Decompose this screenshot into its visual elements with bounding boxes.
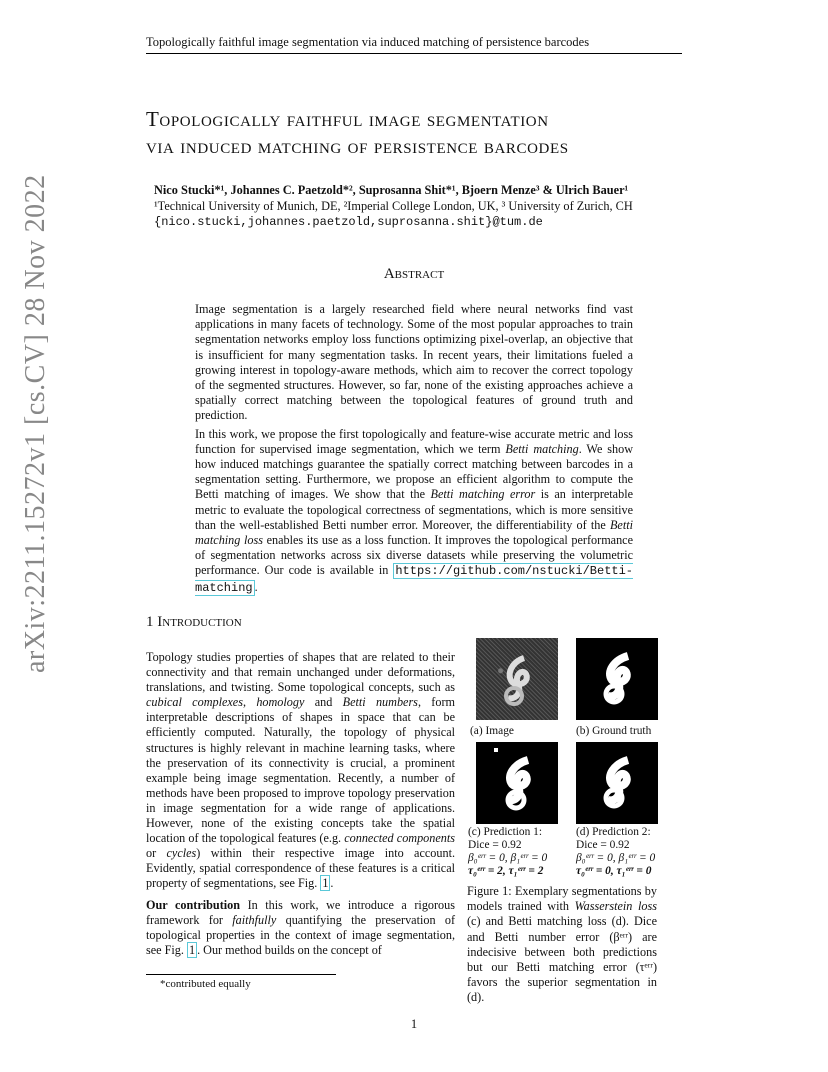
figure-image-prediction-1 <box>476 742 558 824</box>
section-heading-introduction: 1 Introduction <box>146 614 242 630</box>
intro-paragraph-2: Our contribution In this work, we introduce a rigorous framework for faithfully quantifying the preservation of topological properties in the context of image segmentation, see Fig. 1 . Our method builds on the concept of <box>146 897 455 957</box>
running-header: Topologically faithful image segmentation via induced matching of persistence barcodes <box>146 35 682 54</box>
introduction-text <box>146 650 455 964</box>
figure-caption: Figure 1: Exemplary segmentations by models trained with Wasserstein loss (c) and Betti matching loss (d). Dice and Betti number error (βᵉʳʳ) are indecisive between both predictions but our Betti matching error (τᵉʳʳ) favors the superior segmentation in (d). <box>467 884 657 1005</box>
arxiv-stamp: arXiv:2211.15272v1 [cs.CV] 28 Nov 2022 <box>20 174 51 673</box>
subcaption-c: (c) Prediction 1: Dice = 0.92 β₀ᵉʳʳ = 0, β₁ᵉʳʳ = 0 τ₀ᵉʳʳ = 2, τ₁ᵉʳʳ = 2 <box>468 826 548 877</box>
abstract-heading: Abstract <box>383 266 445 282</box>
abstract-paragraph-2: In this work, we propose the first topologically and feature-wise accurate metric and loss function for supervised image segmentation, which we term Betti matching. We show how induced matchings guarantee the spatially correct matching between barcodes in a segmentation setting. Furthermore, we propose an efficient algorithm to compute the Betti matching of images. We show that the Betti matching error is an interpretable metric to evaluate the topological correctness of segmentations, which is more sensitive than the well-established Betti number error. Moreover, the differentiability of the Betti matching loss enables its use as a loss function. It improves the topological performance of segmentation networks across six diverse datasets while preserving the volumetric performance. Our code is available in https://github.com/nstucki/Betti-matching . <box>195 426 634 595</box>
title-line-1: Topologically faithful image segmentation <box>146 107 549 131</box>
intro-paragraph-1: Topology studies properties of shapes that are related to their connectivity and that remain unchanged under deformations, translations, and twisting. Some topological concepts, such as cubical complexes, homology and Betti numbers, form interpretable descriptions of shapes in space that can be efficiently computed. Naturally, the topology of physical structures is highly relevant in machine learning tasks, where the preservation of its connectivity is crucial, a prominent example being image segmentation. Recently, a number of methods have been proposed to improve topology preservation in image segmentation for a wide range of applications. However, none of the existing concepts take the spatial location of the topological features (e.g. connected components or cycles) within their respective image into account. Evidently, spatial correspondence of these features is a critical property of segmentations, see Fig. 1 . <box>146 650 456 891</box>
author-names: Nico Stucki*¹, Johannes C. Paetzold*², Suprosanna Shit*¹, Bjoern Menze³ & Ulrich Bauer¹ <box>154 183 629 197</box>
figure-image-ground-truth <box>576 638 658 720</box>
author-block <box>154 182 714 230</box>
subcaption-d: (d) Prediction 2: Dice = 0.92 β₀ᵉʳʳ = 0, β₁ᵉʳʳ = 0 τ₀ᵉʳʳ = 0, τ₁ᵉʳʳ = 0 <box>576 826 656 877</box>
page-number: 1 <box>410 1017 418 1031</box>
title-line-2: via induced matching of persistence barcodes <box>146 134 569 158</box>
footnote-rule <box>146 974 336 975</box>
email: {nico.stucki,johannes.paetzold,suprosanna.shit}@tum.de <box>154 215 543 229</box>
abstract-paragraph-1: Image segmentation is a largely researched field where neural networks find vast applications in many facets of technology. Some of the most popular approaches to train segmentation networks employ loss functions optimizing pixel-overlap, an objective that is insufficient for many segmentation tasks. In recent years, their limitations fueled a growing interest in topology-aware methods, which aim to recover the correct topology of the segmented structures. However, so far, none of the existing approaches achieve a spatially correct matching between the topological features of ground truth and prediction. <box>195 302 633 423</box>
figure-ref-link[interactable]: 1 <box>188 942 196 957</box>
footnote: *contributed equally <box>160 978 251 990</box>
abstract <box>195 302 633 599</box>
figure-image-prediction-2 <box>576 742 658 824</box>
paper-title <box>146 106 706 160</box>
code-link[interactable]: https://github.com/nstucki/Betti-matching <box>195 564 633 595</box>
affiliations: ¹Technical University of Munich, DE, ²Imperial College London, UK, ³ University of Zurich, CH <box>154 199 633 213</box>
figure-ref-link[interactable]: 1 <box>322 876 329 891</box>
figure-image-input <box>476 638 558 720</box>
subcaption-a: (a) Image <box>470 725 514 737</box>
subcaption-b: (b) Ground truth <box>576 725 652 737</box>
